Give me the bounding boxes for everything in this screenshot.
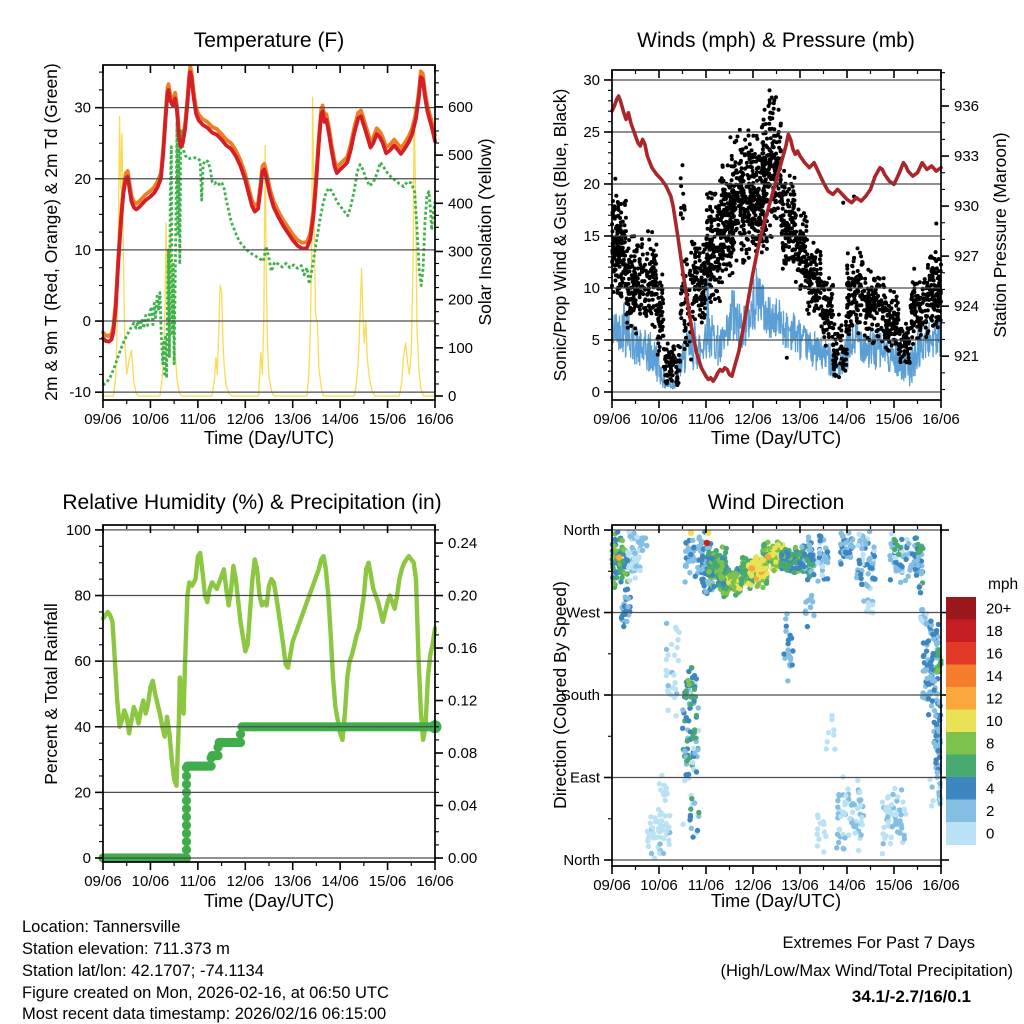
y-right-tick-label: 924 <box>954 298 980 316</box>
y-right-tick-label: 933 <box>954 148 980 166</box>
x-tick-label: 15/06 <box>875 411 913 428</box>
x-tick-label: 14/06 <box>321 873 359 890</box>
y-right-tick-label: 0.24 <box>448 535 478 553</box>
wind-direction-yleft-label: Direction (Colored By Speed) <box>550 581 570 809</box>
x-tick-label: 10/06 <box>131 873 170 890</box>
x-tick-label: 10/06 <box>131 411 170 428</box>
speed-colorbar <box>946 597 1012 845</box>
colorbar-cell <box>946 710 976 733</box>
colorbar-cell <box>946 687 976 710</box>
y-right-tick-label: 0.00 <box>448 849 478 867</box>
y-left-tick-label: -10 <box>69 384 91 402</box>
humidity-precip-chart <box>66 522 477 890</box>
y-right-tick-label: 0.16 <box>448 640 478 658</box>
y-left-tick-label: 60 <box>74 653 91 671</box>
x-tick-label: 14/06 <box>828 877 866 894</box>
x-tick-label: 15/06 <box>368 873 407 890</box>
x-tick-label: 11/06 <box>687 877 725 894</box>
figure-created-timestamp: Figure created on Mon, 2026-02-16, at 06:50 UTC <box>22 984 389 1002</box>
x-tick-label: 09/06 <box>593 877 631 894</box>
x-tick-label: 12/06 <box>734 411 772 428</box>
y-right-tick-label: 300 <box>448 243 474 261</box>
y-left-tick-label: 20 <box>583 175 600 193</box>
y-left-tick-label: 80 <box>74 587 91 605</box>
station-elevation: Station elevation: 711.373 m <box>22 940 230 958</box>
y-left-tick-label: West <box>566 604 600 622</box>
x-tick-label: 09/06 <box>593 411 631 428</box>
wind-direction-chart-title: Wind Direction <box>707 491 845 514</box>
humidity-yleft-label: Percent & Total Rainfall <box>41 603 61 785</box>
plot-frame <box>103 65 435 400</box>
y-right-tick-label: 930 <box>954 198 980 216</box>
y-right-tick-label: 0.04 <box>448 797 478 815</box>
colorbar-cell <box>946 755 976 778</box>
x-tick-label: 16/06 <box>922 411 960 428</box>
y-left-tick-label: 20 <box>74 784 91 802</box>
colorbar-cell <box>946 732 976 755</box>
x-tick-label: 09/06 <box>84 411 122 428</box>
y-left-tick-label: 0 <box>591 383 600 401</box>
x-tick-label: 13/06 <box>273 873 312 890</box>
y-left-tick-label: 30 <box>74 99 91 117</box>
extremes-title: Extremes For Past 7 Days <box>782 934 975 952</box>
colorbar-label: 10 <box>986 712 1003 730</box>
wind-direction-xaxis-label: Time (Day/UTC) <box>710 891 842 911</box>
colorbar-label: 20+ <box>986 600 1012 618</box>
x-tick-label: 15/06 <box>368 411 407 428</box>
y-left-tick-label: 10 <box>74 241 91 259</box>
colorbar-cell <box>946 597 976 620</box>
y-left-tick-label: North <box>563 851 600 869</box>
temperature-xaxis-label: Time (Day/UTC) <box>203 428 335 448</box>
winds-pressure-series <box>610 88 943 389</box>
wind-direction-highlight-dot <box>748 565 754 571</box>
colorbar-cell <box>946 642 976 665</box>
extremes-subtitle: (High/Low/Max Wind/Total Precipitation) <box>720 962 1013 980</box>
x-tick-label: 14/06 <box>828 411 866 428</box>
colorbar-label: 14 <box>986 667 1003 685</box>
humidity-chart-title: Relative Humidity (%) & Precipitation (in) <box>62 491 442 514</box>
y-right-tick-label: 600 <box>448 98 474 116</box>
x-tick-label: 13/06 <box>781 877 819 894</box>
wind-direction-highlight-dot <box>765 553 771 559</box>
x-tick-label: 10/06 <box>640 877 678 894</box>
wind-direction-highlight-dot <box>704 540 710 546</box>
colorbar-label: 4 <box>986 780 995 798</box>
y-left-tick-label: 25 <box>583 123 600 141</box>
rainfall-step-dots <box>98 720 441 862</box>
y-left-tick-label: 5 <box>591 331 600 349</box>
y-right-tick-label: 921 <box>954 348 980 366</box>
x-tick-label: 16/06 <box>922 877 960 894</box>
winds-chart-title: Winds (mph) & Pressure (mb) <box>637 29 915 52</box>
colorbar-label: 18 <box>986 622 1003 640</box>
station-latlon: Station lat/lon: 42.1707; -74.1134 <box>22 962 264 980</box>
colorbar-title: mph <box>988 576 1019 593</box>
station-info-block <box>22 918 389 1023</box>
y-right-tick-label: 0.12 <box>448 692 478 710</box>
station-location: Location: Tannersville <box>22 918 181 936</box>
x-tick-label: 11/06 <box>179 873 217 890</box>
humidity-xaxis-label: Time (Day/UTC) <box>203 891 335 911</box>
colorbar-cell <box>946 777 976 800</box>
colorbar-cell <box>946 665 976 688</box>
colorbar-label: 8 <box>986 735 995 753</box>
x-tick-label: 11/06 <box>179 411 217 428</box>
winds-yleft-label: Sonic/Prop Wind & Gust (Blue, Black) <box>550 88 570 382</box>
wind-direction-highlight-dot <box>616 554 622 560</box>
colorbar-cell <box>946 800 976 823</box>
temperature-chart-title: Temperature (F) <box>193 29 345 52</box>
colorbar-label: 12 <box>986 690 1003 708</box>
y-left-tick-label: 40 <box>74 718 91 736</box>
temperature-chart <box>69 65 473 428</box>
y-right-tick-label: 0 <box>448 388 457 406</box>
winds-yright-label: Station Pressure (Maroon) <box>990 132 1010 338</box>
y-right-tick-label: 927 <box>954 248 980 266</box>
colorbar-label: 0 <box>986 825 995 843</box>
rh-precip-series <box>98 553 441 863</box>
y-right-tick-label: 200 <box>448 291 474 309</box>
x-tick-label: 12/06 <box>226 411 265 428</box>
extremes-values: 34.1/-2.7/16/0.1 <box>851 987 971 1006</box>
y-right-tick-label: 500 <box>448 147 474 165</box>
winds-pressure-chart <box>583 70 979 428</box>
x-tick-label: 16/06 <box>416 411 454 428</box>
y-left-tick-label: 20 <box>74 170 91 188</box>
temperature-series <box>103 66 435 396</box>
x-tick-label: 09/06 <box>84 873 122 890</box>
x-tick-label: 13/06 <box>273 411 312 428</box>
x-tick-label: 11/06 <box>687 411 725 428</box>
temperature-yleft-label: 2m & 9m T (Red, Orange) & 2m Td (Green) <box>41 63 61 401</box>
y-left-tick-label: 30 <box>583 71 600 89</box>
dewpoint-green-line <box>103 122 435 385</box>
x-tick-label: 14/06 <box>321 411 359 428</box>
x-tick-label: 12/06 <box>226 873 265 890</box>
colorbar-label: 16 <box>986 645 1003 663</box>
colorbar-label: 2 <box>986 802 995 820</box>
winds-xaxis-label: Time (Day/UTC) <box>710 428 842 448</box>
y-left-tick-label: East <box>569 769 600 787</box>
y-left-tick-label: 10 <box>583 279 600 297</box>
y-left-tick-label: North <box>563 522 600 540</box>
colorbar-cell <box>946 822 976 845</box>
relative-humidity-line <box>103 553 435 786</box>
most-recent-data-timestamp: Most recent data timestamp: 2026/02/16 06:15:00 <box>22 1005 387 1023</box>
x-tick-label: 15/06 <box>875 877 913 894</box>
y-left-tick-label: 100 <box>65 521 91 539</box>
y-left-tick-label: 15 <box>583 227 600 245</box>
x-tick-label: 13/06 <box>781 411 819 428</box>
plot-frame <box>103 525 435 862</box>
x-tick-label: 10/06 <box>640 411 678 428</box>
x-tick-label: 12/06 <box>734 877 772 894</box>
y-right-tick-label: 100 <box>448 339 474 357</box>
y-right-tick-label: 0.20 <box>448 587 478 605</box>
extremes-block <box>720 934 1013 1006</box>
gust-dots <box>610 88 943 387</box>
colorbar-cell <box>946 620 976 643</box>
y-right-tick-label: 400 <box>448 195 474 213</box>
temp-9m-orange-line <box>103 66 435 336</box>
temp-2m-red-line <box>103 72 435 342</box>
y-left-tick-label: 0 <box>82 849 91 867</box>
y-right-tick-label: 936 <box>954 98 980 116</box>
wind-direction-chart <box>561 522 960 894</box>
y-left-tick-label: 0 <box>82 313 91 331</box>
colorbar-label: 6 <box>986 757 995 775</box>
x-tick-label: 16/06 <box>416 873 454 890</box>
temperature-yright-label: Solar Insolation (Yellow) <box>475 138 495 326</box>
y-left-tick-label: South <box>560 687 600 705</box>
y-right-tick-label: 0.08 <box>448 745 478 763</box>
